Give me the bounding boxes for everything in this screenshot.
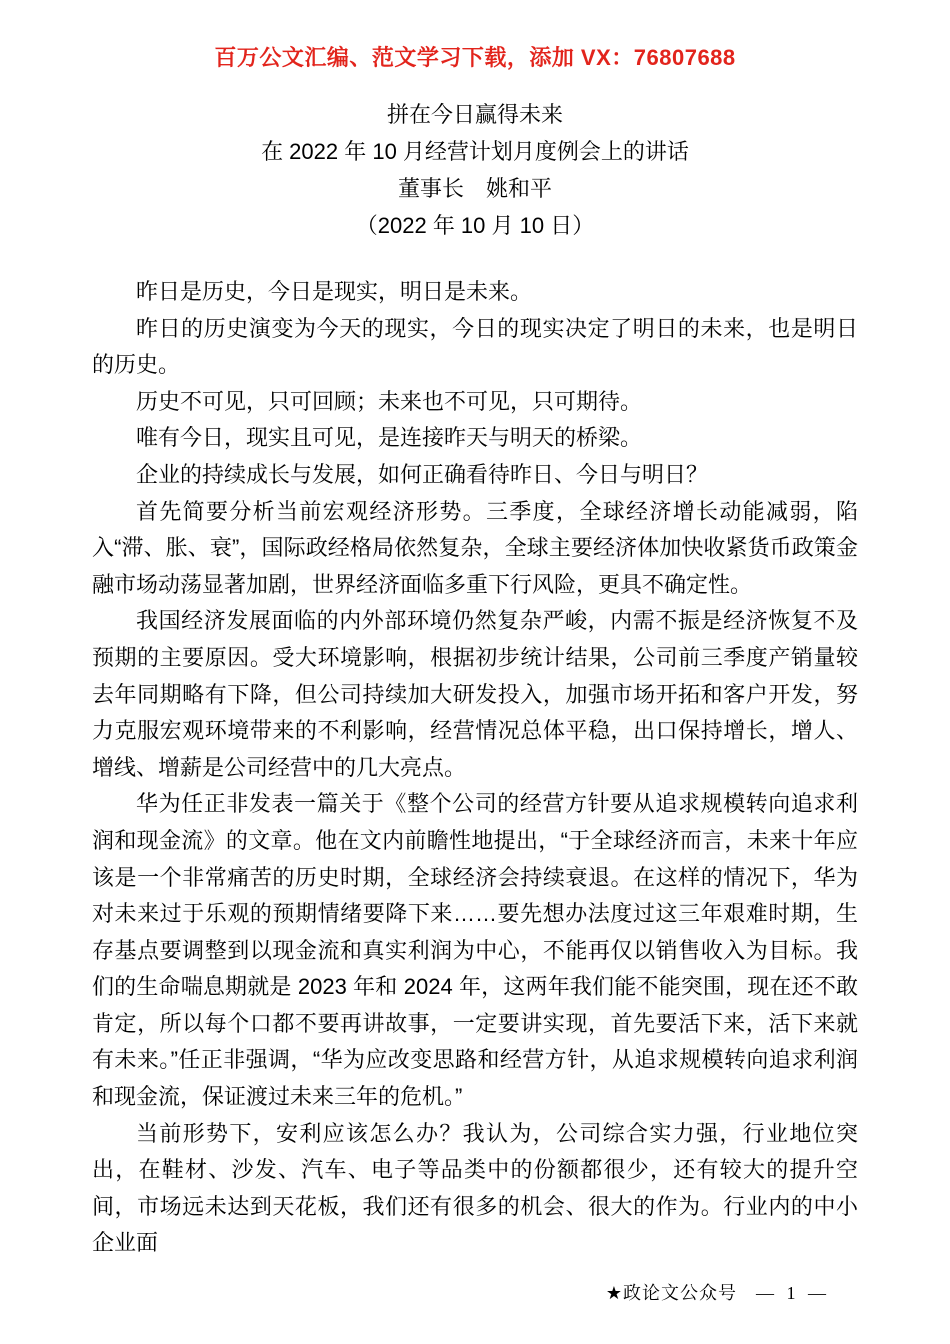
paragraph: 唯有今日，现实且可见，是连接昨天与明天的桥梁。 [136, 425, 643, 451]
speaker-line: 董事长 姚和平 [397, 176, 552, 201]
paragraph: 华为任正非发表一篇关于《整个公司的经营方针要从追求规模转向追求利润和现金流》的文章。他在文内前瞻性地提出，“于全球经济而言，未来十年应该是一个非常痛苦的历史时期，全球经济会持续衰退。在这样的情况下，华为对未来过于乐观的预期情绪要降下来……要先想办法度过这三年艰难时期，生存基点要调整到以现金流和真实利润为中心，不能再仅以销售收入为目标。我们的生命喘息期就是 2023 年和 2024 年，这两年我们能不能突围，现在还不敢肯定，所以每个口都不要再讲故事，一定要讲实现，首先要活下来，活下来就有未来。”任正非强调，“华为应改变思路和经营方针，从追求规模转向追求利润和现金流，保证渡过未来三年的危机。” [92, 791, 858, 1110]
paragraph: 昨日的历史演变为今天的现实，今日的现实决定了明日的未来，也是明日的历史。 [92, 315, 858, 378]
paragraph: 企业的持续成长与发展，如何正确看待昨日、今日与明日？ [136, 461, 709, 487]
document-subtitle: 在 2022 年 10 月经营计划月度例会上的讲话 [261, 139, 689, 164]
date-line: （2022 年 10 月 10 日） [355, 213, 595, 238]
page-number: — 1 — [756, 1283, 830, 1303]
paragraph: 我国经济发展面临的内外部环境仍然复杂严峻，内需不振是经济恢复不及预期的主要原因。受大环境影响，根据初步统计结果，公司前三季度产销量较去年同期略有下降，但公司持续加大研发投入，加强市场开拓和客户开发，努力克服宏观环境带来的不利影响，经营情况总体平稳，出口保持增长，增人、增线、增薪是公司经营中的几大亮点。 [92, 608, 858, 780]
title-block [0, 96, 950, 244]
paragraph: 昨日是历史，今日是现实，明日是未来。 [136, 279, 533, 304]
paragraph: 当前形势下，安利应该怎么办？我认为，公司综合实力强，行业地位突出，在鞋材、沙发、汽车、电子等品类中的份额都很少，还有较大的提升空间，市场远未达到天花板，我们还有很多的机会、很大的作为。行业内的中小企业面 [92, 1120, 858, 1256]
document-title: 拼在今日赢得未来 [386, 102, 563, 127]
footer-watermark: ★政论文公众号 [605, 1283, 737, 1303]
paragraph: 首先简要分析当前宏观经济形势。三季度，全球经济增长动能减弱，陷入“滞、胀、衰”，国际政经格局依然复杂，全球主要经济体加快收紧货币政策金融市场动荡显著加剧，世界经济面临多重下行风险，更具不确定性。 [92, 498, 858, 597]
paragraph: 历史不可见，只可回顾；未来也不可见，只可期待。 [136, 388, 643, 414]
promo-banner: 百万公文汇编、范文学习下载，添加 VX：76807688 [214, 45, 736, 70]
document-body [92, 274, 858, 1262]
page-footer [606, 1281, 830, 1305]
